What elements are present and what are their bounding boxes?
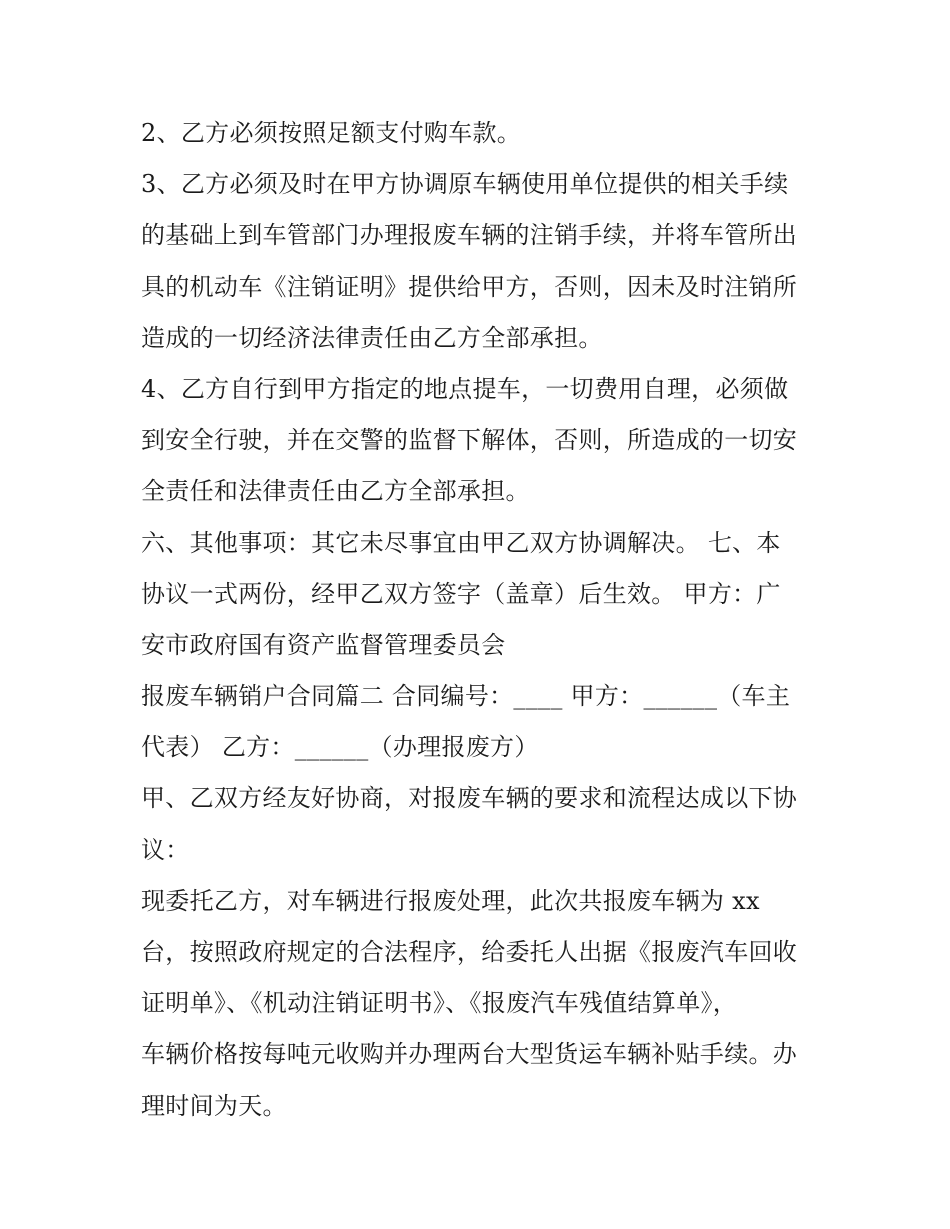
text-line-18: 证明单》、《机动注销证明书》、《报废汽车残值结算单》， bbox=[141, 989, 738, 1018]
text-line-5: 造成的一切经济法律责任由乙方全部承担。 bbox=[141, 323, 603, 352]
text-line-11: 安市政府国有资产监督管理委员会 bbox=[141, 630, 506, 659]
text-line-20: 理时间为天。 bbox=[141, 1091, 287, 1120]
text-line-3: 的基础上到车管部门办理报废车辆的注销手续，并将车管所出 bbox=[141, 221, 798, 250]
text-line-15: 议： bbox=[141, 835, 190, 864]
text-line-14: 甲、乙双方经友好协商，对报废车辆的要求和流程达成以下协 bbox=[141, 784, 798, 813]
text-line-2: 3、乙方必须及时在甲方协调原车辆使用单位提供的相关手续 bbox=[141, 170, 789, 199]
text-line-7: 到安全行驶，并在交警的监督下解体，否则，所造成的一切安 bbox=[141, 426, 798, 455]
text-line-8: 全责任和法律责任由乙方全部承担。 bbox=[141, 477, 530, 506]
text-line-16: 现委托乙方，对车辆进行报废处理，此次共报废车辆为 xx bbox=[141, 886, 760, 915]
text-line-19: 车辆价格按每吨元收购并办理两台大型货运车辆补贴手续。办 bbox=[141, 1040, 798, 1069]
document-body bbox=[141, 108, 821, 1132]
text-line-4: 具的机动车《注销证明》提供给甲方，否则，因未及时注销所 bbox=[141, 272, 798, 301]
text-line-13: 代表） 乙方：______（办理报废方） bbox=[141, 733, 539, 762]
text-line-17: 台，按照政府规定的合法程序，给委托人出据《报废汽车回收 bbox=[141, 938, 798, 966]
text-line-9: 六、其他事项：其它未尽事宜由甲乙双方协调解决。 七、本 bbox=[141, 528, 781, 557]
text-line-12: 报废车辆销户合同篇二 合同编号：____ 甲方：______（车主 bbox=[141, 682, 791, 711]
text-line-6: 4、乙方自行到甲方指定的地点提车，一切费用自理，必须做 bbox=[141, 374, 789, 403]
text-line-1: 2、乙方必须按照足额支付购车款。 bbox=[141, 119, 522, 147]
text-line-10: 协议一式两份，经甲乙双方签字（盖章）后生效。 甲方：广 bbox=[141, 579, 781, 608]
